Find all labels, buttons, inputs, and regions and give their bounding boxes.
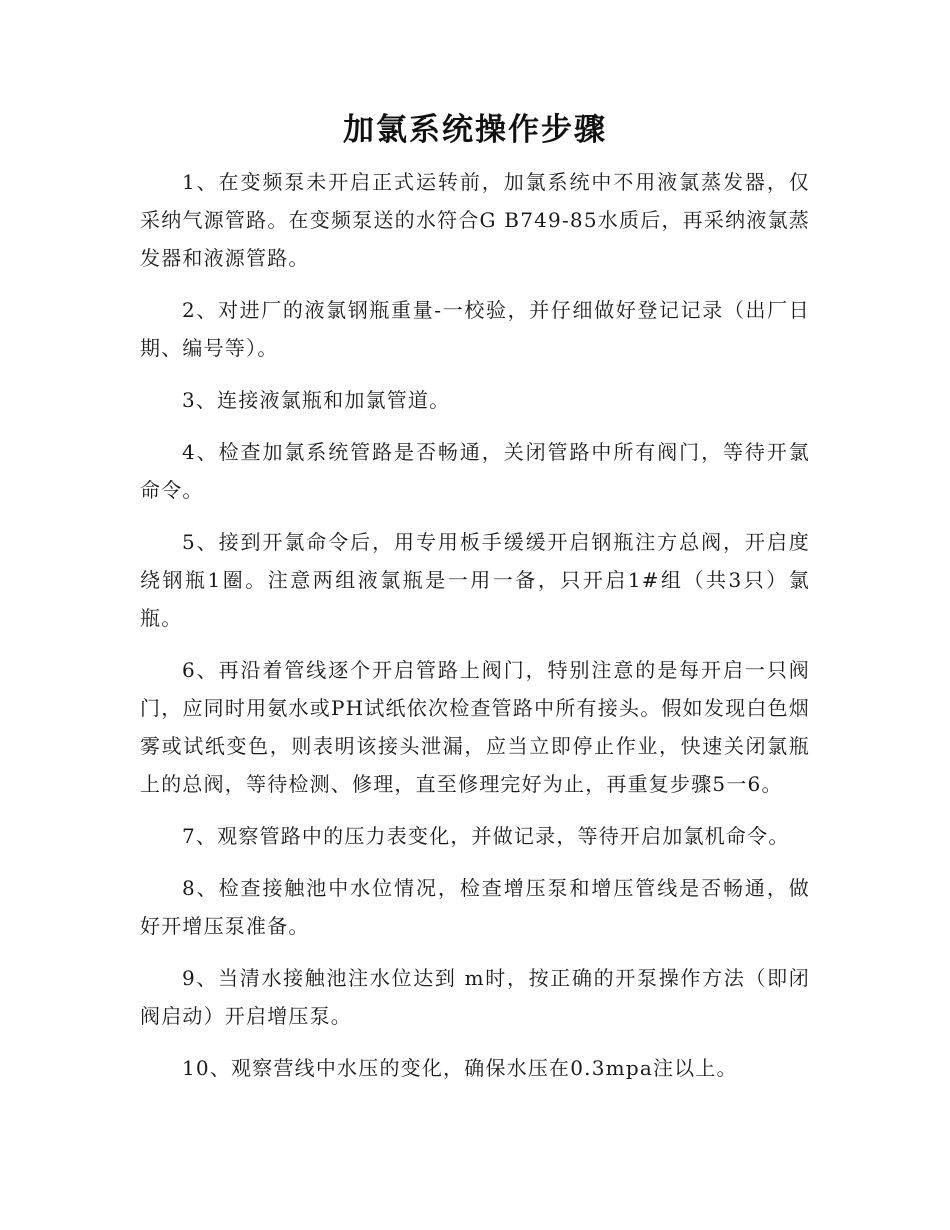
- paragraph-step-8: 8、检查接触池中水位情况，检查增压泵和增压管线是否畅通，做好开增压泵准备。: [140, 876, 810, 938]
- paragraph-step-6: 6、再沿着管线逐个开启管路上阀门，特别注意的是每开启一只阀门，应同时用氨水或PH试纸依次检查管路中所有接头。假如发现白色烟雾或试纸变色，则表明该接头泄漏，应当立即停止作业，快速关闭氯瓶上的总阀，等待检测、修理，直至修理完好为止，再重复步骤5一6。: [140, 658, 810, 796]
- paragraph-step-4: 4、检查加氯系统管路是否畅通，关闭管路中所有阀门，等待开氯命令。: [140, 440, 810, 502]
- paragraph-step-2: 2、对进厂的液氯钢瓶重量-一校验，并仔细做好登记记录（出厂日期、编号等）。: [140, 298, 810, 360]
- paragraph-step-7: 7、观察管路中的压力表变化，并做记录，等待开启加氯机命令。: [182, 824, 790, 848]
- paragraph-step-3: 3、连接液氯瓶和加氯管道。: [182, 388, 451, 412]
- paragraph-step-10: 10、观察营线中水压的变化，确保水压在0.3mpa注以上。: [182, 1056, 738, 1080]
- document-title: 加氯系统操作步骤: [343, 112, 607, 148]
- paragraph-step-9: 9、当清水接触池注水位达到 m时，按正确的开泵操作方法（即闭阀启动）开启增压泵。: [140, 966, 810, 1028]
- paragraph-step-1: 1、在变频泵未开启正式运转前，加氯系统中不用液氯蒸发器，仅采纳气源管路。在变频泵送的水符合G B749-85水质后，再采纳液氯蒸发器和液源管路。: [140, 170, 810, 270]
- paragraph-step-5: 5、接到开氯命令后，用专用板手缓缓开启钢瓶注方总阀，开启度绕钢瓶1圈。注意两组液氯瓶是一用一备，只开启1#组（共3只）氯瓶。: [140, 530, 810, 630]
- document-body: [140, 163, 810, 1101]
